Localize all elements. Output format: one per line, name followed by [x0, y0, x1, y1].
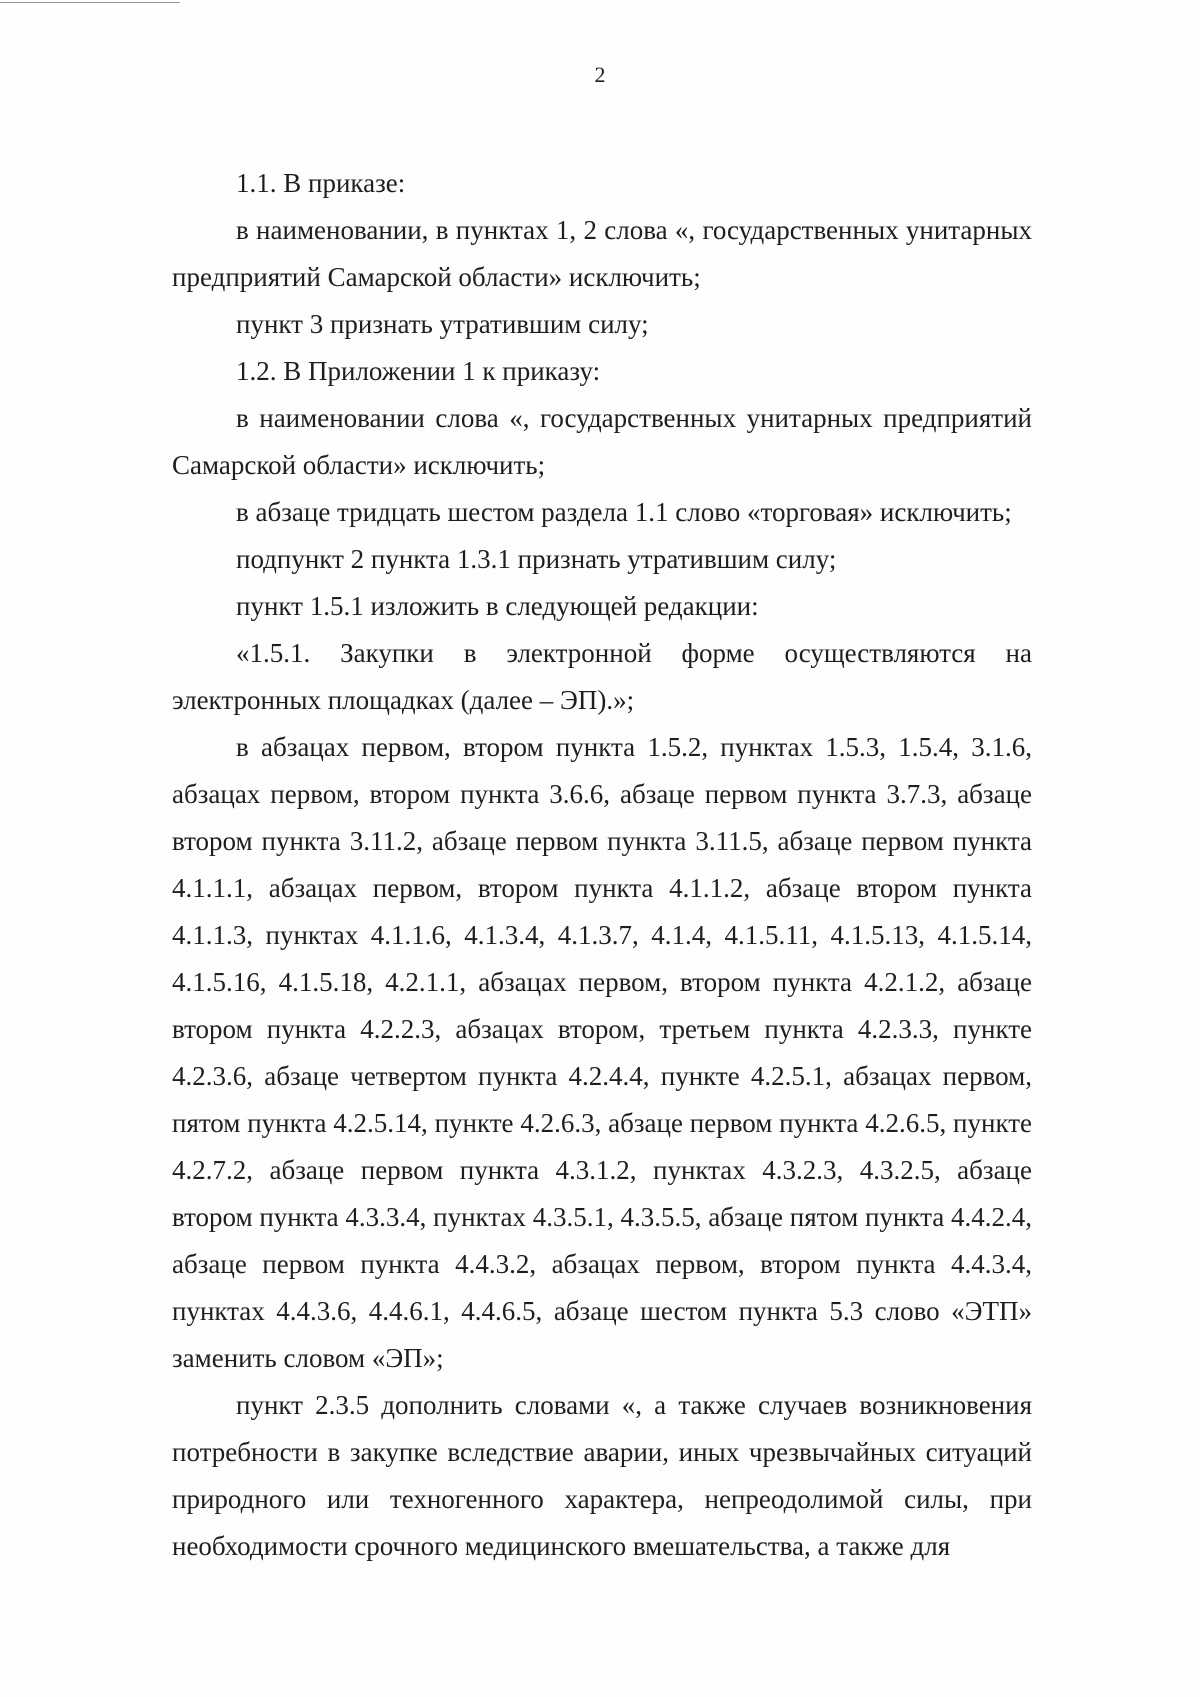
paragraph-point-2-3-5: пункт 2.3.5 дополнить словами «, а также случаев возникновения потребности в закупке вследствие аварии, иных чрезвычайных ситуаций природного или техногенного характера, непреодолимой силы, при необходимости срочного медицинского вмешательства, а также для — [172, 1390, 1032, 1561]
paragraph-etp-replacement: в абзацах первом, втором пункта 1.5.2, пунктах 1.5.3, 1.5.4, 3.1.6, абзацах первом, втором пункта 3.6.6, абзаце первом пункта 3.7.3, абзаце втором пункта 3.11.2, абзаце первом пункта 3.11.5, абзаце первом пункта 4.1.1.1, абзацах первом, втором пункта 4.1.1.2, абзаце втором пункта 4.1.1.3, пунктах 4.1.1.6, 4.1.3.4, 4.1.3.7, 4.1.4, 4.1.5.11, 4.1.5.13, 4.1.5.14, 4.1.5.16, 4.1.5.18, 4.2.1.1, абзацах первом, втором пункта 4.2.1.2, абзаце втором пункта 4.2.2.3, абзацах втором, третьем пункта 4.2.3.3, пункте 4.2.3.6, абзаце четвертом пункта 4.2.4.4, пункте 4.2.5.1, абзацах первом, пятом пункта 4.2.5.14, пункте 4.2.6.3, абзаце первом пункта 4.2.6.5, пункте 4.2.7.2, абзаце первом пункта 4.3.1.2, пунктах 4.3.2.3, 4.3.2.5, абзаце втором пункта 4.3.3.4, пунктах 4.3.5.1, 4.3.5.5, абзаце пятом пункта 4.4.2.4, абзаце первом пункта 4.4.3.2, абзацах первом, втором пункта 4.4.3.4, пунктах 4.4.3.6, 4.4.6.1, 4.4.6.5, абзаце шестом пункта 5.3 слово «ЭТП» заменить словом «ЭП»; — [172, 732, 1032, 1373]
document-body — [172, 160, 1032, 1570]
top-rule — [0, 2, 180, 3]
paragraph-point-3-void: пункт 3 признать утратившим силу; — [236, 309, 649, 339]
paragraph-naming-change: в наименовании, в пунктах 1, 2 слова «, государственных унитарных предприятий Самарской области» исключить; — [172, 215, 1032, 292]
paragraph-appendix-naming: в наименовании слова «, государственных унитарных предприятий Самарской области» исключить; — [172, 403, 1032, 480]
paragraph-1-1-heading: 1.1. В приказе: — [236, 168, 406, 198]
paragraph-1-2-heading: 1.2. В Приложении 1 к приказу: — [236, 356, 601, 386]
paragraph-subpoint-1-3-1: подпункт 2 пункта 1.3.1 признать утратившим силу; — [236, 544, 837, 574]
paragraph-section-1-1: в абзаце тридцать шестом раздела 1.1 слово «торговая» исключить; — [236, 497, 1012, 527]
paragraph-point-1-5-1-text: «1.5.1. Закупки в электронной форме осуществляются на электронных площадках (далее – ЭП).»; — [172, 638, 1032, 715]
page-number: 2 — [594, 62, 606, 87]
paragraph-point-1-5-1: пункт 1.5.1 изложить в следующей редакции: — [236, 591, 759, 621]
